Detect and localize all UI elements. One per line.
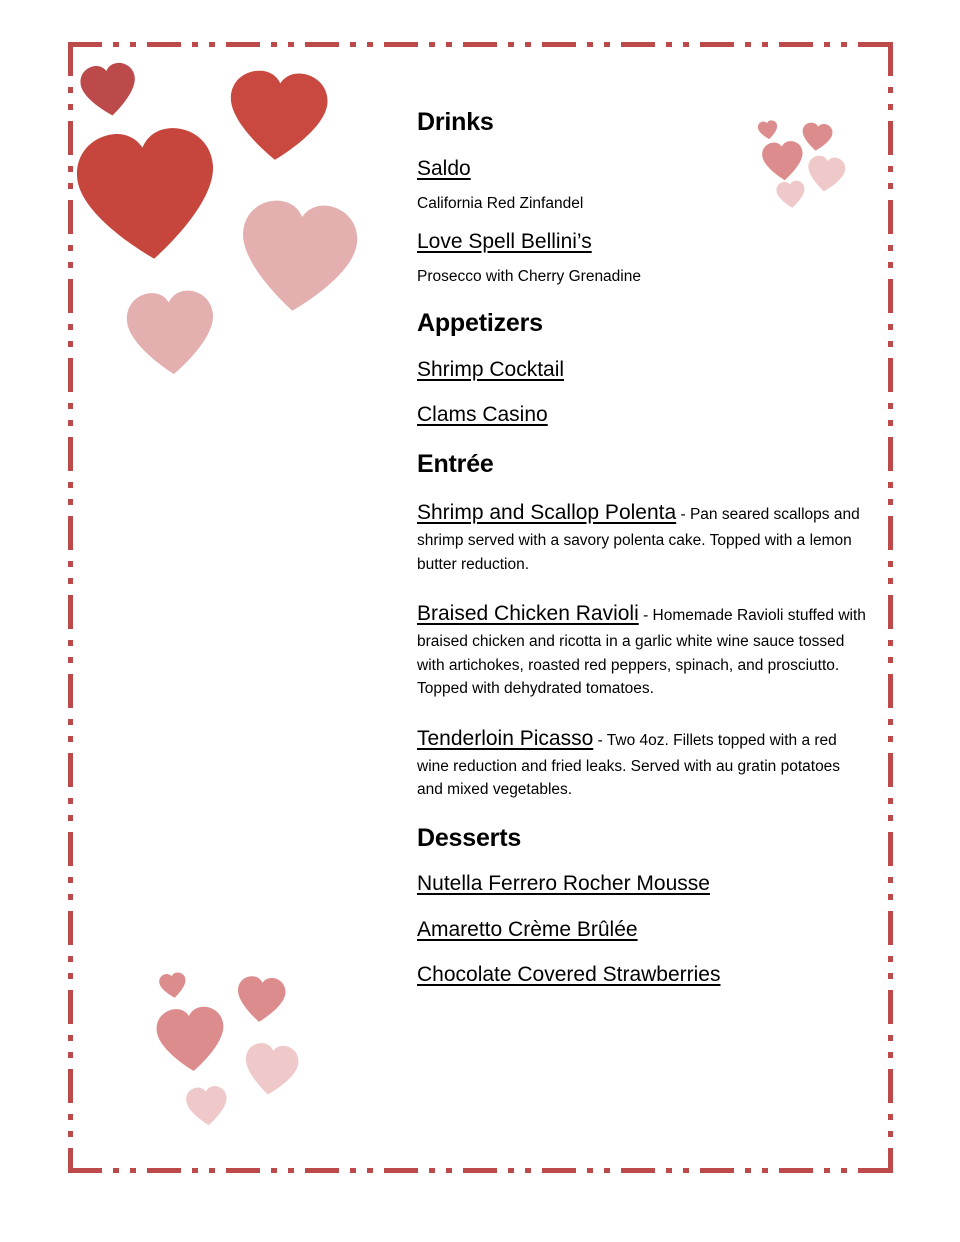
menu-item-name: Love Spell Bellini’s: [417, 230, 592, 254]
border-edge-top: [68, 42, 893, 47]
heart-icon: [220, 64, 336, 167]
menu-item-shrimp-cocktail: [417, 357, 869, 382]
section-heading-entree: Entrée: [417, 449, 494, 478]
section-heading-appetizers: Appetizers: [417, 309, 543, 338]
menu-item-subtitle-love-spell-bellinis: Prosecco with Cherry Grenadine: [417, 268, 641, 286]
menu-item-name: Shrimp and Scallop Polenta: [417, 501, 677, 525]
menu-item-love-spell-bellinis: [417, 229, 869, 254]
section-heading-desserts: Desserts: [417, 823, 522, 852]
menu-item-name: Nutella Ferrero Rocher Mousse: [417, 872, 710, 896]
menu-item-clams-casino: [417, 402, 869, 427]
section-heading-drinks: Drinks: [417, 108, 494, 136]
menu-item-name: Tenderloin Picasso: [417, 726, 594, 750]
menu-item-name: Shrimp Cocktail: [417, 357, 565, 381]
menu-item-separator: -: [593, 731, 607, 749]
menu-item-description: Homemade Ravioli stuffed with braised chicken and ricotta in a garlic white wine sauce tossed with artichokes, roasted red peppers, spinach, and prosciutto. Topped with dehydrated tomatoes.: [417, 607, 866, 698]
menu-item-separator: -: [676, 506, 690, 524]
menu-item-shrimp-and-scallop-polenta: [417, 497, 869, 576]
menu-item-separator: -: [638, 607, 653, 625]
heart-icon: [63, 117, 232, 272]
menu-content: [417, 108, 869, 987]
menu-item-tenderloin-picasso: [417, 723, 869, 802]
heart-icon: [227, 192, 369, 323]
menu-item-amaretto-creme-brulee: [417, 917, 869, 942]
border-edge-bottom: [68, 1168, 893, 1173]
menu-item-name: Amaretto Crème Brûlée: [417, 917, 638, 941]
menu-item-subtitle-saldo: California Red Zinfandel: [417, 194, 584, 212]
menu-item-nutella-ferrero-rocher-mousse: [417, 871, 869, 896]
border-edge-right: [888, 42, 893, 1173]
heart-icon: [238, 1039, 304, 1101]
menu-item-chocolate-covered-strawberries: [417, 962, 869, 987]
menu-item-description: Pan seared scallops and shrimp served with a savory polenta cake. Topped with a lemon butter reduction.: [417, 506, 860, 573]
menu-item-name: Clams Casino: [417, 402, 548, 426]
menu-item-name: Braised Chicken Ravioli: [417, 602, 639, 626]
heart-icon: [74, 58, 143, 122]
menu-item-braised-chicken-ravioli: [417, 598, 869, 701]
heart-icon: [182, 1083, 231, 1129]
menu-item-description: Two 4oz. Fillets topped with a red wine reduction and fried leaks. Served with au gratin potatoes and mixed vegetables.: [417, 731, 841, 799]
heart-icon: [232, 973, 290, 1027]
heart-icon: [150, 1002, 232, 1077]
heart-icon: [156, 970, 189, 1001]
menu-item-saldo: [417, 156, 869, 181]
heart-icon: [119, 285, 223, 382]
menu-item-name: Chocolate Covered Strawberries: [417, 962, 721, 986]
menu-item-name: Saldo: [417, 156, 471, 180]
